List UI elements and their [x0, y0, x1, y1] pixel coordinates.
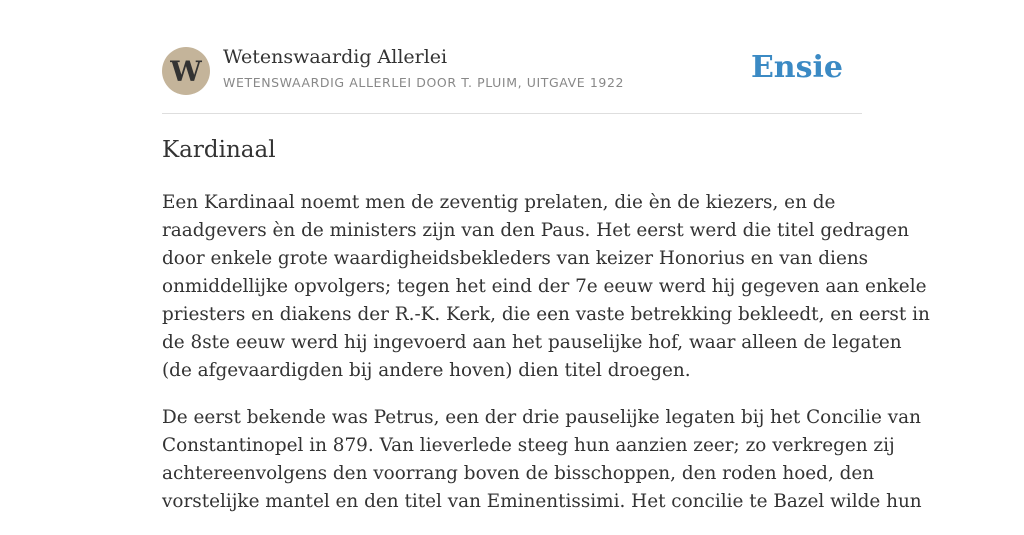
ensie-logo-link[interactable]: Ensie [750, 50, 843, 85]
entry-body [162, 189, 930, 535]
text-line: priesters en diakens der R.-K. Kerk, die een vaste betrekking bekleedt, en eerst in [162, 304, 930, 325]
text-line: De eerst bekende was Petrus, een der drie pauselijke legaten bij het Concilie van [162, 407, 921, 428]
paragraph [162, 404, 922, 516]
text-line: de 8ste eeuw werd hij ingevoerd aan het pauselijke hof, waar alleen de legaten [162, 332, 902, 353]
text-line: Een Kardinaal noemt men de zeventig prelaten, die èn de kiezers, en de [162, 192, 836, 213]
text-line: Constantinopel in 879. Van lieverlede steeg hun aanzien zeer; zo verkregen zij [162, 435, 895, 456]
text-line: (de afgevaardigden bij andere hoven) dien titel droegen. [162, 360, 691, 381]
text-line: door enkele grote waardigheidsbekleders van keizer Honorius en van diens [162, 248, 869, 269]
entry-title: Kardinaal [162, 137, 276, 163]
source-subtitle: WETENSWAARDIG ALLERLEI DOOR T. PLUIM, UITGAVE 1922 [223, 75, 625, 90]
text-line: raadgevers èn de ministers zijn van den Paus. Het eerst werd die titel gedragen [162, 220, 910, 241]
source-header [162, 0, 862, 114]
source-title-link[interactable]: Wetenswaardig Allerlei [223, 46, 448, 68]
text-line: achtereenvolgens den voorrang boven de bisschoppen, den roden hoed, den [162, 463, 875, 484]
page [162, 0, 930, 512]
text-line: onmiddellijke opvolgers; tegen het eind der 7e eeuw werd hij gegeven aan enkele [162, 276, 927, 297]
paragraph [162, 189, 930, 385]
source-avatar[interactable]: W [162, 47, 210, 95]
text-line: vorstelijke mantel en den titel van Eminentissimi. Het concilie te Bazel wilde hun [162, 491, 922, 512]
